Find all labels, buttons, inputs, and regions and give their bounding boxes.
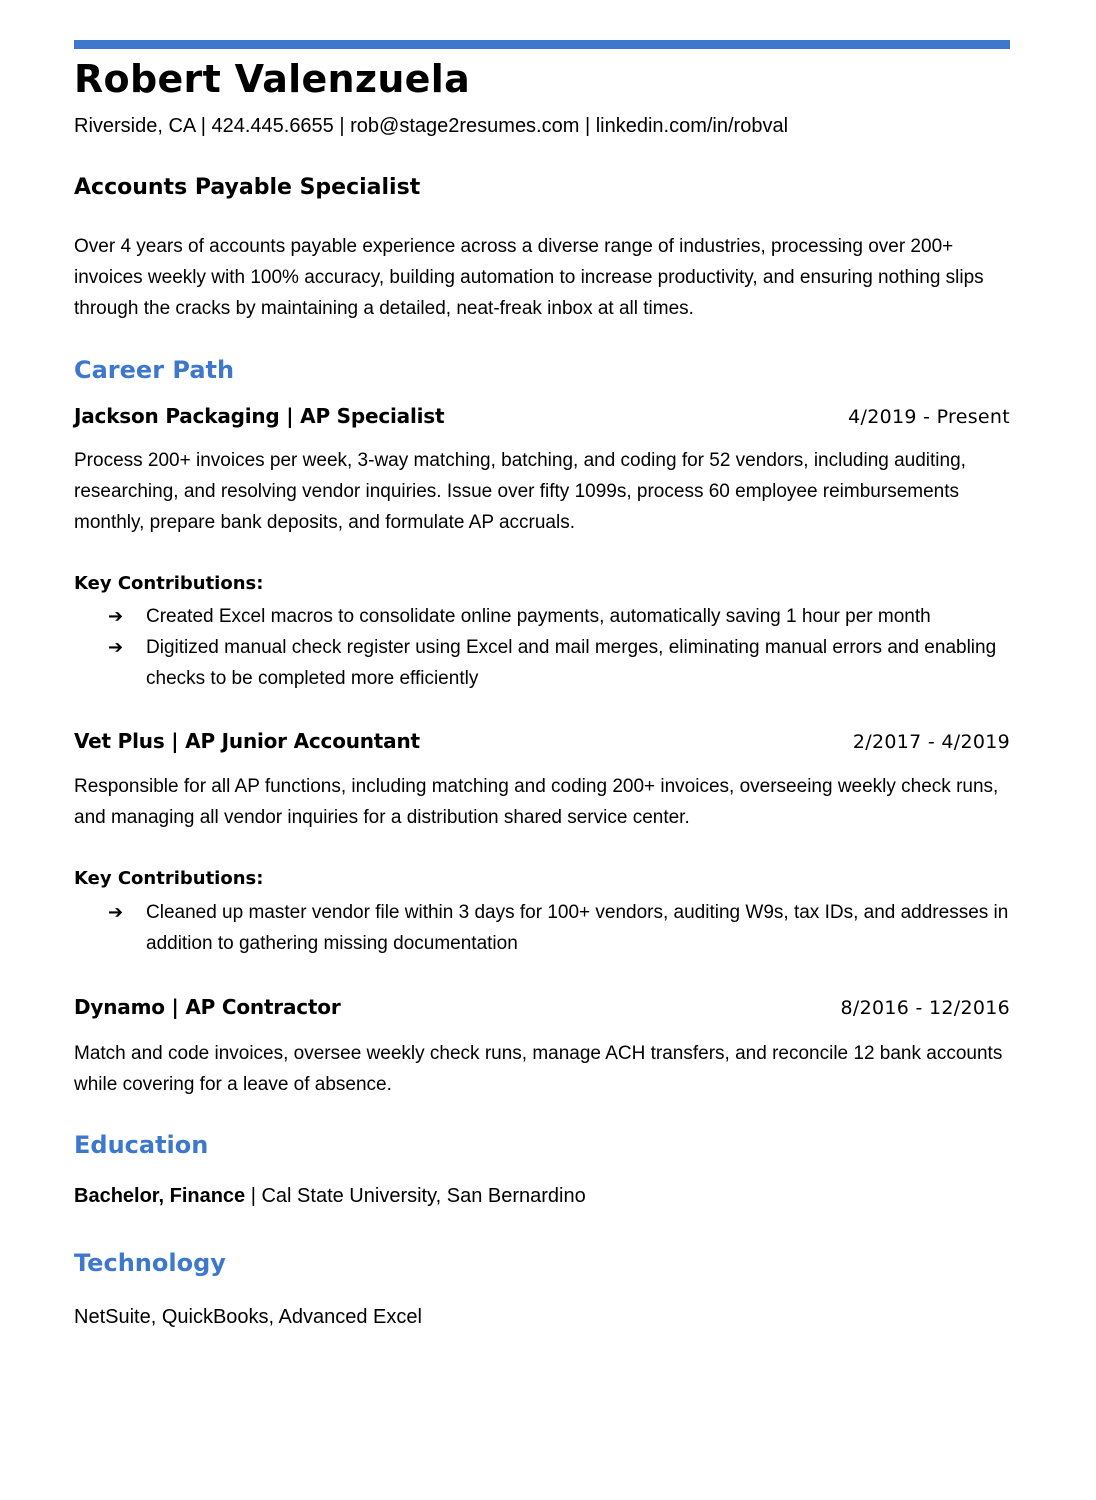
career-path-heading: Career Path [74, 356, 235, 384]
contribution-text: Created Excel macros to consolidate online payments, automatically saving 1 hour per month [146, 606, 931, 627]
job-entry [74, 993, 1010, 1100]
contribution-text: Digitized manual check register using Excel and mail merges, eliminating manual errors and enabling checks to be completed more efficiently [146, 637, 997, 689]
job-dates: 2/2017 - 4/2019 [852, 731, 1010, 753]
candidate-name: Robert Valenzuela [74, 57, 471, 101]
contributions-list [74, 601, 1010, 694]
job-header [74, 727, 1010, 756]
job-dates: 4/2019 - Present [848, 406, 1010, 428]
education-separator: | [245, 1185, 262, 1207]
contact-line: Riverside, CA | 424.445.6655 | rob@stage2resumes.com | linkedin.com/in/robval [74, 115, 789, 137]
job-header [74, 402, 1010, 431]
arrow-right-icon: ➔ [108, 606, 124, 627]
contribution-item [74, 897, 1010, 959]
job-description: Responsible for all AP functions, including matching and coding 200+ invoices, overseeing weekly check runs, and managing all vendor inquiries for a distribution shared service center. [74, 776, 999, 828]
job-dates: 8/2016 - 12/2016 [840, 997, 1010, 1019]
professional-summary: Over 4 years of accounts payable experience across a diverse range of industries, processing over 200+ invoices weekly with 100% accuracy, building automation to increase productivity, and ensuring nothing slips through the cracks by maintaining a detailed, neat-freak inbox at all times. [74, 236, 984, 319]
job-title: Jackson Packaging | AP Specialist [74, 404, 445, 428]
job-title: Vet Plus | AP Junior Accountant [74, 729, 420, 753]
contribution-item [74, 601, 1010, 632]
arrow-right-icon: ➔ [108, 902, 124, 923]
education-heading: Education [74, 1131, 209, 1159]
contribution-item [74, 632, 1010, 694]
degree: Bachelor, Finance [74, 1185, 246, 1207]
technology-list: NetSuite, QuickBooks, Advanced Excel [74, 1306, 422, 1328]
job-entry [74, 402, 1010, 694]
resume-page [74, 40, 1010, 1331]
technology-heading: Technology [74, 1249, 226, 1277]
arrow-right-icon: ➔ [108, 637, 124, 658]
job-header [74, 993, 1010, 1022]
job-description: Match and code invoices, oversee weekly check runs, manage ACH transfers, and reconcile 12 bank accounts while covering for a leave of absence. [74, 1043, 1003, 1095]
professional-headline: Accounts Payable Specialist [74, 175, 421, 200]
key-contributions-label: Key Contributions: [74, 868, 264, 889]
school-name: Cal State University, San Bernardino [261, 1185, 586, 1207]
job-entry [74, 727, 1010, 959]
top-accent-rule [74, 40, 1010, 49]
job-title: Dynamo | AP Contractor [74, 995, 341, 1019]
education-entry [74, 1182, 1010, 1210]
contribution-text: Cleaned up master vendor file within 3 days for 100+ vendors, auditing W9s, tax IDs, and addresses in addition to gathering missing documentation [146, 902, 1009, 954]
key-contributions-label: Key Contributions: [74, 573, 264, 594]
job-description: Process 200+ invoices per week, 3-way matching, batching, and coding for 52 vendors, including auditing, researching, and resolving vendor inquiries. Issue over fifty 1099s, process 60 employee reimbursements monthly, prepare bank deposits, and formulate AP accruals. [74, 450, 966, 533]
contributions-list [74, 897, 1010, 959]
